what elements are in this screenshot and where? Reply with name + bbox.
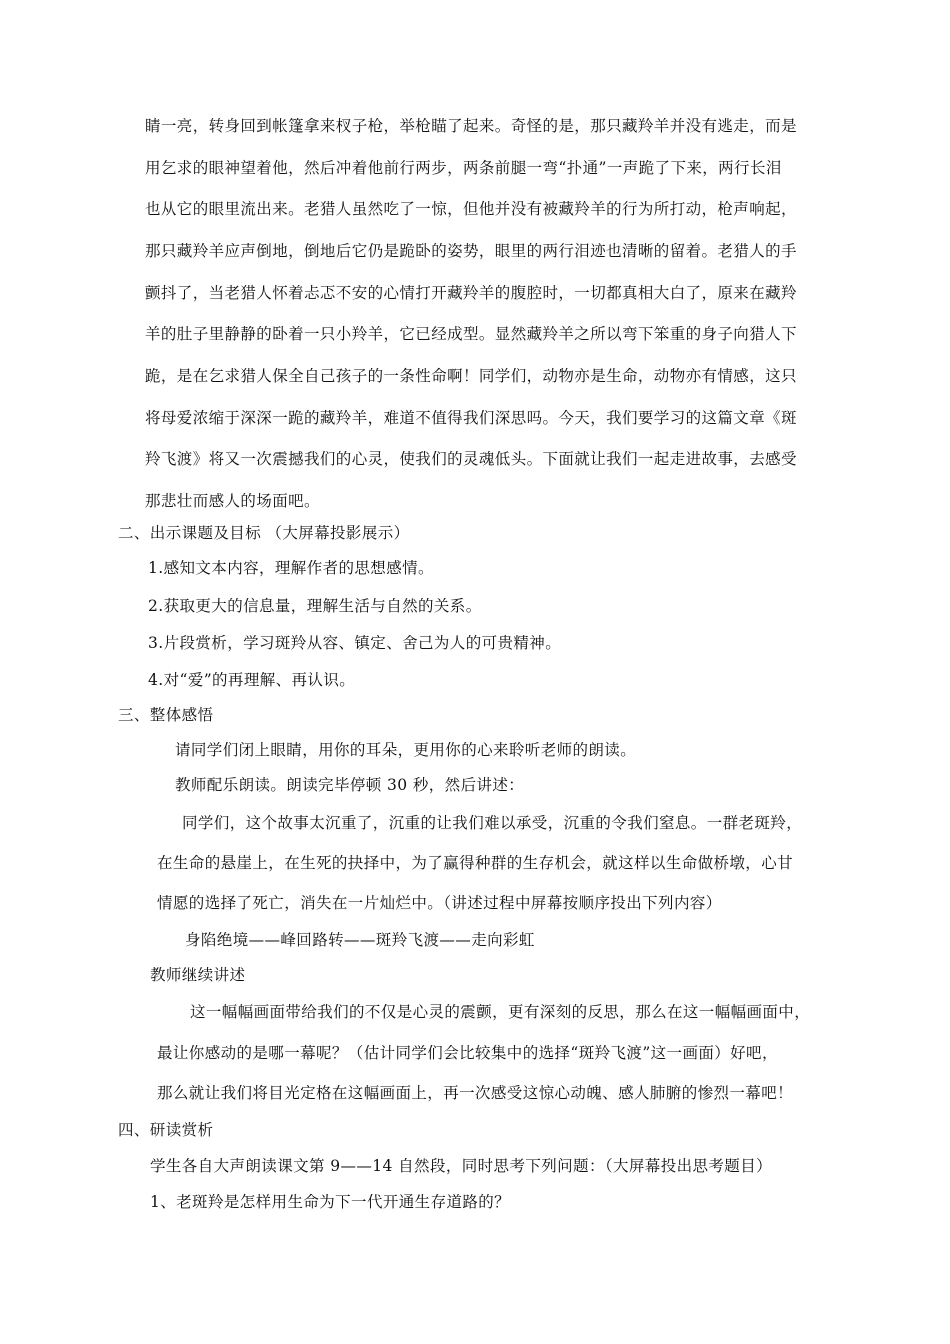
sequence-text: 身陷绝境——峰回路转——斑羚飞渡——走向彩虹: [185, 931, 535, 949]
instruction-text: 请同学们闭上眼睛，用你的耳朵，更用你的心来聆听老师的朗读。: [175, 741, 637, 759]
intro-line: 将母爱浓缩于深深一跪的藏羚羊，难道不值得我们深思吗。今天，我们要学习的这篇文章《斑: [145, 409, 797, 427]
intro-line: 那悲壮而感人的场面吧。: [145, 492, 320, 510]
intro-line: 颤抖了，当老猎人怀着忐忑不安的心情打开藏羚羊的腹腔时，一切都真相大白了，原来在藏羚: [145, 284, 797, 302]
intro-line: 也从它的眼里流出来。老猎人虽然吃了一惊，但他并没有被藏羚羊的行为所打动，枪声响起，: [145, 200, 797, 218]
question-item: 1、老斑羚是怎样用生命为下一代开通生存道路的？: [150, 1193, 511, 1211]
goal-item: 2.获取更大的信息量，理解生活与自然的关系。: [148, 597, 482, 615]
section-heading: 四、研读赏析: [118, 1121, 214, 1139]
intro-line: 羚飞渡》将又一次震撼我们的心灵，使我们的灵魂低头。下面就让我们一起走进故事，去感受: [145, 450, 797, 468]
reading-note: 教师配乐朗读。朗读完毕停顿 30 秒，然后讲述：: [175, 776, 525, 794]
section-heading: 三、整体感悟: [118, 706, 214, 724]
intro-line: 羊的肚子里静静的卧着一只小羚羊，它已经成型。显然藏羚羊之所以弯下笨重的身子向猎人下: [145, 325, 797, 343]
goal-item: 4.对“爱”的再理解、再认识。: [148, 671, 356, 689]
intro-line: 睛一亮，转身回到帐篷拿来杈子枪，举枪瞄了起来。奇怪的是，那只藏羚羊并没有逃走，而是: [145, 117, 797, 135]
intro-line: 那只藏羚羊应声倒地，倒地后它仍是跪卧的姿势，眼里的两行泪迹也清晰的留着。老猎人的手: [145, 242, 797, 260]
section-heading: 二、出示课题及目标 （大屏幕投影展示）: [118, 524, 410, 542]
continue-line: 最让你感动的是哪一幕呢？（估计同学们会比较集中的选择“斑羚飞渡”这一画面）好吧，: [157, 1044, 778, 1062]
intro-line: 跪，是在乞求猎人保全自己孩子的一条性命啊！同学们，动物亦是生命，动物亦有情感，这只: [145, 367, 797, 385]
goal-item: 1.感知文本内容，理解作者的思想感情。: [148, 559, 434, 577]
continue-line: 那么就让我们将目光定格在这幅画面上，再一次感受这惊心动魄、感人肺腑的惨烈一幕吧！: [157, 1084, 794, 1102]
narration-line: 同学们，这个故事太沉重了，沉重的让我们难以承受，沉重的令我们窒息。一群老斑羚，: [182, 814, 803, 832]
narration-line: 在生命的悬崖上，在生死的抉择中，为了赢得种群的生存机会，就这样以生命做桥墩，心甘: [157, 854, 794, 872]
narration-line: 情愿的选择了死亡，消失在一片灿烂中。（讲述过程中屏幕按顺序投出下列内容）: [157, 894, 722, 912]
instruction-text: 学生各自大声朗读课文第 9——14 自然段，同时思考下列问题：（大屏幕投出思考题目）: [150, 1157, 772, 1175]
continue-line: 这一幅幅画面带给我们的不仅是心灵的震颤，更有深刻的反思，那么在这一幅幅画面中，: [190, 1003, 811, 1021]
intro-line: 用乞求的眼神望着他，然后冲着他前行两步，两条前腿一弯“扑通”一声跪了下来，两行长泪: [145, 159, 782, 177]
goal-item: 3.片段赏析，学习斑羚从容、镇定、舍己为人的可贵精神。: [148, 634, 562, 652]
continue-label: 教师继续讲述: [150, 966, 246, 984]
